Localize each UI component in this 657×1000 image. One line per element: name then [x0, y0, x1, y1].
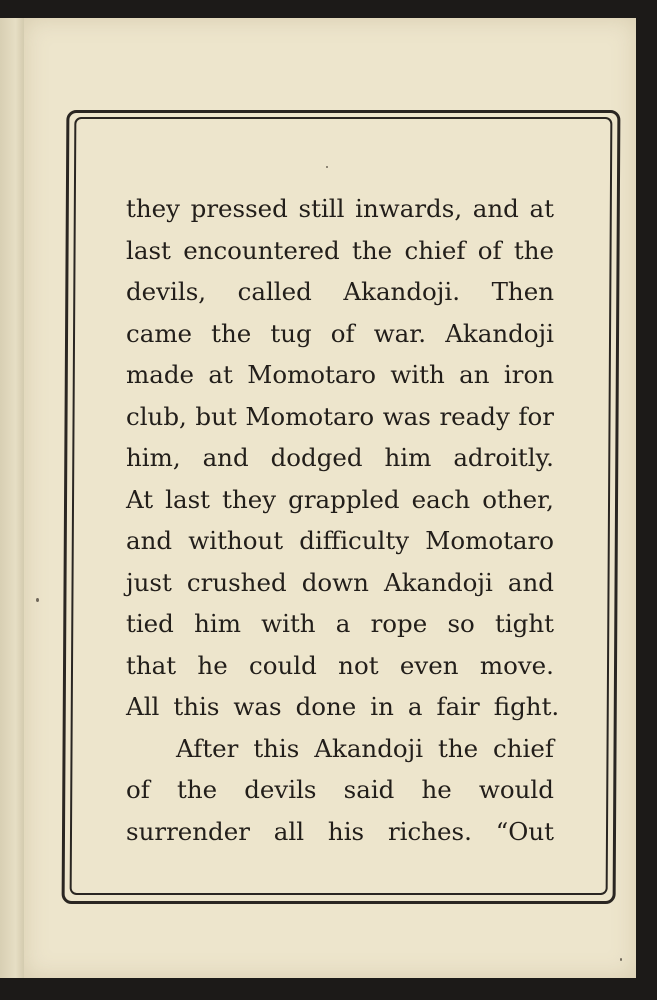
word: they: [222, 484, 277, 514]
word: chief: [493, 733, 554, 763]
word: At: [126, 484, 154, 514]
word: but: [195, 401, 237, 431]
word: done: [295, 692, 357, 721]
word: devils,: [126, 277, 207, 306]
word: fight.: [493, 692, 560, 721]
word: tug: [270, 318, 312, 348]
word: would: [478, 775, 554, 804]
text-line: [126, 769, 554, 811]
previous-page-edge: [0, 18, 27, 978]
word: Akandoji: [445, 318, 554, 348]
text-line: [126, 520, 554, 562]
word: difficulty: [299, 526, 410, 555]
word: and: [202, 443, 249, 472]
word: called: [237, 277, 312, 306]
text-line: [126, 188, 554, 230]
word: fair: [436, 692, 480, 721]
word: move.: [479, 650, 554, 680]
word: the: [438, 733, 479, 763]
word: a: [335, 609, 351, 638]
word: the: [211, 318, 252, 348]
word: inwards,: [355, 194, 463, 223]
word: for: [518, 401, 554, 431]
word: Akandoji: [384, 567, 493, 597]
word: last: [126, 235, 171, 265]
text-line: [126, 728, 554, 770]
word: “Out: [495, 816, 554, 846]
word: riches.: [387, 816, 472, 846]
word: was: [382, 401, 431, 431]
text-line: [126, 354, 554, 396]
text-line: [126, 603, 554, 645]
word: he: [421, 775, 452, 804]
word: him: [384, 443, 432, 472]
text-line: [126, 271, 554, 313]
word: of: [126, 775, 150, 804]
word: and: [507, 567, 554, 597]
word: the: [513, 235, 554, 265]
word: tight: [494, 609, 554, 638]
word: that: [126, 650, 177, 680]
word: was: [233, 692, 282, 721]
text-line: [126, 811, 554, 853]
word: a: [407, 692, 423, 721]
word: All: [126, 692, 160, 721]
word: he: [197, 650, 228, 680]
word: and: [126, 526, 173, 555]
word: chief: [404, 235, 466, 265]
word: came: [126, 318, 193, 348]
word: rope: [370, 609, 428, 638]
text-line: [126, 437, 554, 479]
word: even: [399, 650, 459, 680]
word: said: [343, 775, 395, 804]
text-line: [126, 686, 560, 728]
word: encountered: [183, 235, 340, 265]
word: last: [165, 484, 211, 514]
word: all: [273, 816, 305, 846]
word: with: [390, 360, 445, 389]
text-line: [126, 479, 554, 521]
word: still: [298, 194, 345, 223]
word: of: [477, 235, 502, 265]
word: surrender: [126, 816, 250, 846]
word: club,: [126, 401, 187, 431]
word: at: [529, 194, 554, 223]
paper-speck: [620, 958, 622, 961]
word: him: [194, 609, 241, 638]
word: an: [459, 360, 490, 389]
word: the: [352, 235, 393, 265]
word: each: [411, 484, 471, 514]
text-line: [126, 562, 554, 604]
word: down: [301, 567, 369, 597]
word: grappled: [288, 484, 400, 514]
text-line: [126, 645, 554, 687]
paper-speck: [36, 598, 39, 602]
text-line: [126, 230, 554, 272]
word: Momotaro: [425, 526, 554, 555]
word: made: [126, 360, 195, 389]
text-line: [126, 313, 554, 355]
word: Then: [491, 277, 554, 306]
word: of: [330, 318, 355, 348]
word: could: [249, 650, 317, 680]
word: the: [176, 775, 218, 804]
word: pressed: [190, 194, 288, 223]
word: other,: [482, 484, 554, 514]
word: his: [327, 816, 365, 846]
word: in: [370, 692, 394, 721]
paper-speck: [326, 166, 328, 168]
word: war.: [373, 318, 427, 348]
word: this: [173, 692, 220, 721]
word: crushed: [186, 567, 287, 597]
word: just: [126, 567, 172, 597]
word: tied: [126, 609, 174, 638]
word: Akandoji.: [343, 277, 460, 306]
word: they: [126, 194, 180, 223]
word: After: [176, 733, 239, 763]
word: him,: [126, 443, 181, 472]
word: Momotaro: [247, 360, 376, 389]
word: at: [208, 360, 233, 389]
word: this: [253, 733, 300, 763]
word: with: [261, 609, 316, 638]
page-text: [126, 188, 560, 852]
word: without: [188, 526, 284, 555]
word: so: [447, 609, 475, 638]
word: not: [338, 650, 379, 680]
word: devils: [244, 775, 317, 804]
book-page: [24, 18, 636, 978]
word: and: [472, 194, 519, 223]
word: Akandoji: [314, 733, 424, 763]
word: iron: [503, 360, 554, 389]
text-line: [126, 396, 554, 438]
word: Momotaro: [245, 401, 375, 431]
word: dodged: [270, 443, 363, 472]
word: adroitly.: [453, 443, 554, 472]
word: ready: [439, 401, 510, 431]
